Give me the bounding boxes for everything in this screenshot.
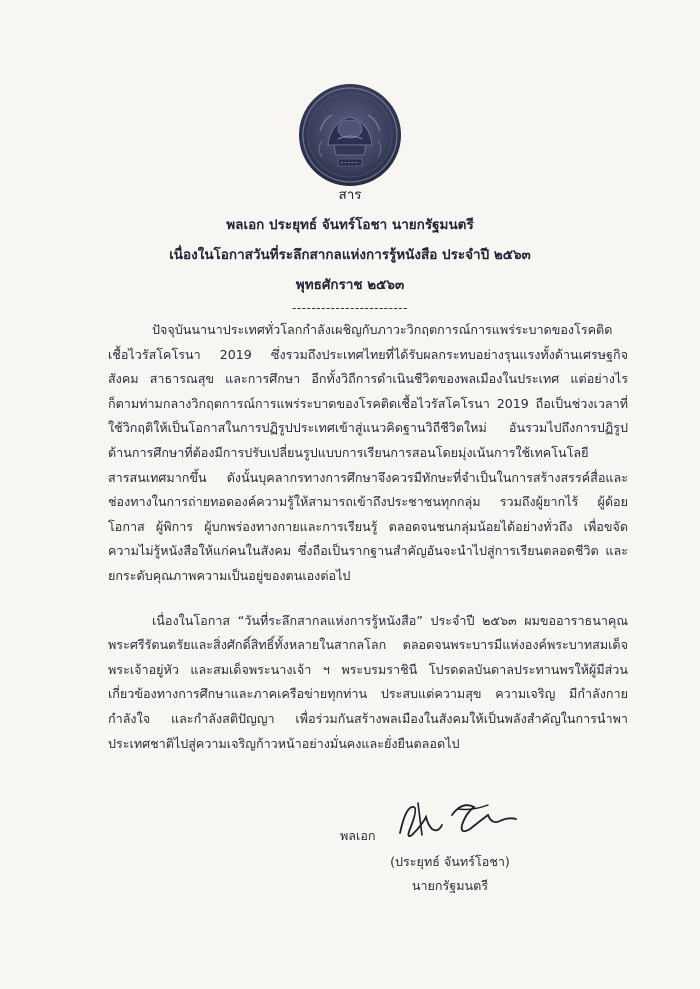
letter-heading-block [0, 180, 700, 300]
body-paragraph-2: เนื่องในโอกาส “วันที่ระลึกสากลแห่งการรู้หนังสือ” ประจำปี ๒๕๖๓ ผมขออาราธนาคุณพระศรีรัตนตรัยและสิ่งศักดิ์สิทธิ์ทั้งหลายในสากลโลก ตลอดจนพระบารมีแห่งองค์พระบาทสมเด็จพระเจ้าอยู่หัว และสมเด็จพระนางเจ้า ฯ พระบรมราชินี โปรดดลบันดาลประทานพรให้ผู้มีส่วนเกี่ยวข้องทางการศึกษาและภาคเครือข่ายทุกท่าน ประสบแต่ความสุข ความเจริญ มีกำลังกาย กำลังใจ และกำลังสติปัญญา เพื่อร่วมกันสร้างพลเมืองในสังคมให้เป็นพลังสำคัญในการนำพาประเทศชาติไปสู่ความเจริญก้าวหน้าอย่างมั่นคงและยั่งยืนตลอดไป [108, 612, 628, 751]
letter-heading: สาร [338, 187, 362, 203]
sender-line: พลเอก ประยุทธ์ จันทร์โอชา นายกรัฐมนตรี [226, 217, 474, 233]
handwritten-signature-icon [392, 795, 522, 850]
government-seal-icon [298, 83, 402, 187]
signer-position: นายกรัฐมนตรี [411, 878, 489, 893]
letter-body [108, 318, 628, 756]
signer-rank: พลเอก [340, 828, 376, 843]
signer-name: (ประยุทธ์ จันทร์โอชา) [390, 854, 510, 869]
occasion-line: เนื่องในโอกาสวันที่ระลึกสากลแห่งการรู้หนังสือ ประจำปี ๒๕๖๓ [169, 247, 531, 263]
date-line: พุทธศักราช ๒๕๖๓ [295, 277, 405, 293]
separator-line: ------------------------ [292, 301, 408, 315]
body-paragraph-1: ปัจจุบันนานาประเทศทั่วโลกกำลังเผชิญกับภาวะวิกฤตการณ์การแพร่ระบาดของโรคติดเชื้อไวรัสโคโรนา 2019 ซึ่งรวมถึงประเทศไทยที่ได้รับผลกระทบอย่างรุนแรงทั้งด้านเศรษฐกิจ สังคม สาธารณสุข และการศึกษา อีกทั้งวิถีการดำเนินชีวิตของพลเมืองในประเทศ แต่อย่างไรก็ตามท่ามกลางวิกฤตการณ์การแพร่ระบาดของโรคติดเชื้อไวรัสโคโรนา 2019 ถือเป็นช่วงเวลาที่ใช้วิกฤติให้เป็นโอกาสในการปฏิรูปประเทศเข้าสู่แนวคิดฐานวิถีชีวิตใหม่ อันรวมไปถึงการปฏิรูปด้านการศึกษาที่ต้องมีการปรับเปลี่ยนรูปแบบการเรียนการสอนโดยมุ่งเน้นการใช้เทคโนโลยีสารสนเทศมากขึ้น ดังนั้นบุคลากรทางการศึกษาจึงควรมีทักษะที่จำเป็นในการสร้างสรรค์สื่อและช่องทางในการถ่ายทอดองค์ความรู้ให้สามารถเข้าถึงประชาชนทุกกลุ่ม รวมถึงผู้ยากไร้ ผู้ด้อยโอกาส ผู้พิการ ผู้บกพร่องทางกายและการเรียนรู้ ตลอดจนชนกลุ่มน้อยได้อย่างทั่วถึง เพื่อขจัดความไม่รู้หนังสือให้แก่คนในสังคม ซึ่งถือเป็นรากฐานสำคัญอันจะนำไปสู่การเรียนตลอดชีวิต และยกระดับคุณภาพความเป็นอยู่ของตนเองต่อไป [108, 322, 628, 583]
